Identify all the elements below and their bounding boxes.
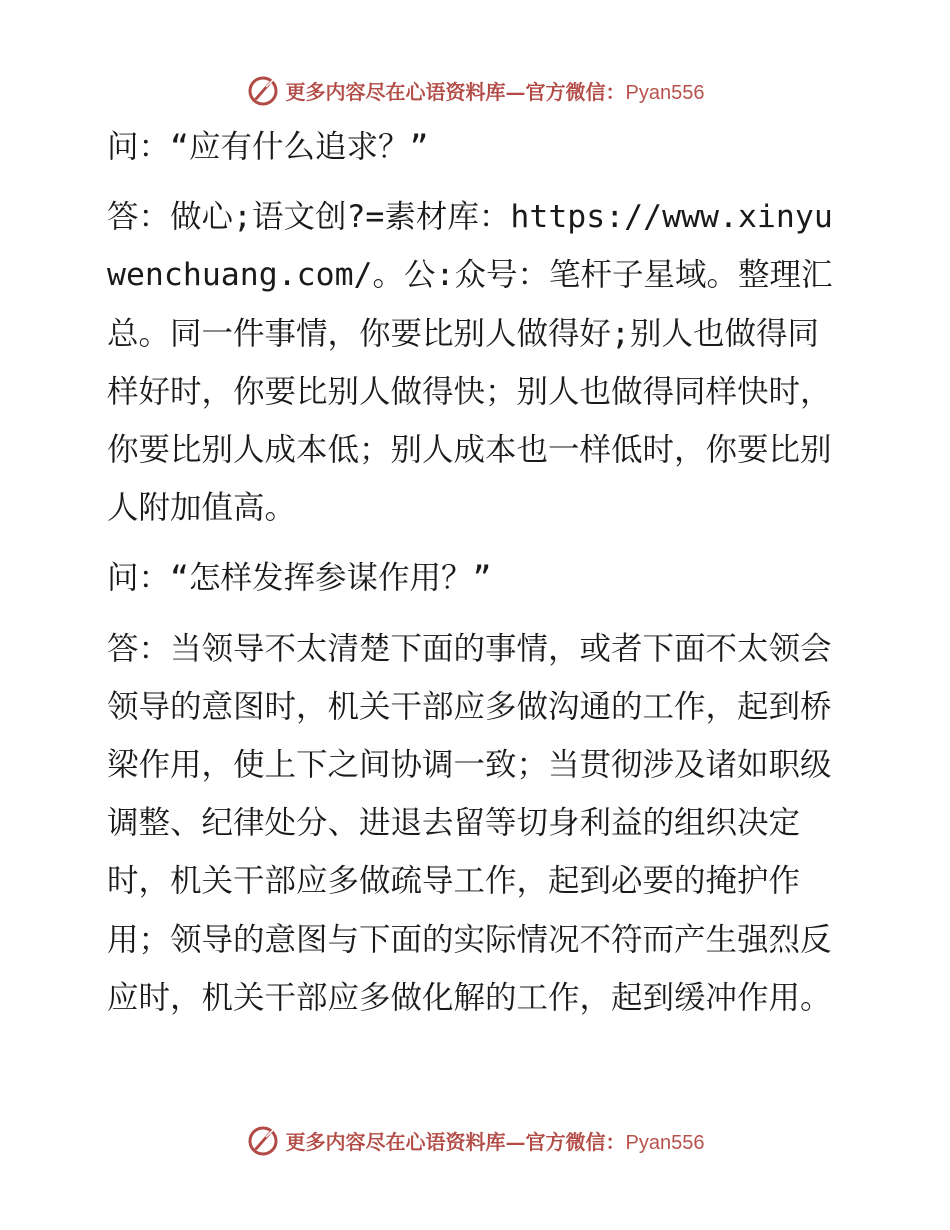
banner-text [286, 1126, 705, 1155]
banner-text-cn: 更多内容尽在心语资料库—官方微信： [285, 1129, 626, 1154]
banner-text [286, 76, 705, 105]
quill-pen-logo-icon [246, 73, 280, 107]
document-body [97, 118, 849, 1027]
answer-2: 答：当领导不太清楚下面的事情，或者下面不太领会领导的意图时，机关干部应多做沟通的工作，起到桥梁作用，使上下之间协调一致；当贯彻涉及诸如职级调整、纪律处分、进退去留等切身利益的组织决定时，机关干部应多做疏导工作，起到必要的掩护作用；领导的意图与下面的实际情况不符而产生强烈反应时，机关干部应多做化解的工作，起到缓冲作用。 [107, 630, 832, 1016]
header-banner [0, 70, 950, 110]
quill-pen-logo-icon [246, 1123, 280, 1157]
question-1: 问：“应有什么追求？” [107, 129, 429, 165]
answer-1: 答：做心;语文创?=素材库：https://www.xinyuwenchuang.com/。公:众号：笔杆子星域。整理汇总。同一件事情，你要比别人做得好;别人也做得同样好时，你要比别人做得快；别人也做得同样快时，你要比别人成本低；别人成本也一样低时，你要比别人附加值高。 [107, 199, 833, 527]
footer-banner [0, 1120, 950, 1160]
question-2: 问：“怎样发挥参谋作用？” [107, 560, 492, 597]
banner-text-cn: 更多内容尽在心语资料库—官方微信： [285, 79, 626, 104]
banner-wechat-id: Pyan556 [625, 1131, 705, 1154]
banner-wechat-id: Pyan556 [625, 81, 705, 104]
